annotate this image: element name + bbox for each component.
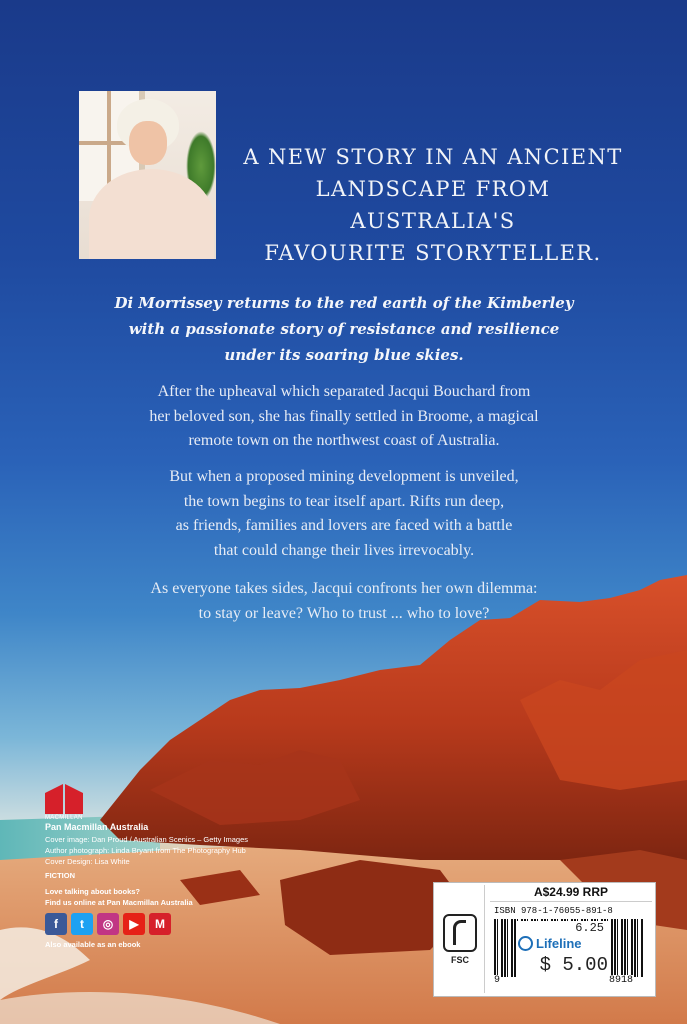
publisher-block bbox=[45, 784, 305, 949]
blurb-paragraph-2: But when a proposed mining development is unveiled, the town begins to tear itself apart. Rifts run deep, as friends, families and lovers are faced with a battle that could change their lives irrevocably. bbox=[169, 468, 519, 559]
logo-wordmark: MACMILLAN bbox=[45, 815, 83, 821]
ebook-note: Also available as an ebook bbox=[45, 940, 141, 949]
fsc-logo: FSC bbox=[436, 885, 485, 993]
blurb-paragraph-3: As everyone takes sides, Jacqui confronts her own dilemma: to stay or leave? Who to trust ... who to love? bbox=[150, 580, 538, 622]
online-callout: Love talking about books? Find us online at Pan Macmillan Australia bbox=[45, 887, 193, 907]
cover-credits: Cover image: Dan Proud / Australian Scenics – Getty Images Author photograph: Linda Bryant from The Photography Hub Cover Design: Lisa White bbox=[45, 835, 249, 866]
barcode-digits-right: 8918 bbox=[609, 975, 634, 986]
pan-macmillan-icon: M bbox=[149, 913, 171, 935]
category-label: FICTION bbox=[45, 871, 75, 880]
lifeline-circle-icon bbox=[518, 936, 533, 951]
pan-macmillan-logo-icon bbox=[45, 784, 85, 814]
fsc-tree-icon bbox=[443, 914, 477, 952]
publisher-name: Pan Macmillan Australia bbox=[45, 822, 149, 832]
lead-blurb: Di Morrissey returns to the red earth of the Kimberley with a passionate story of resistance and resilience under its soaring blue skies. bbox=[114, 294, 574, 364]
tagline-headline: A NEW STORY IN AN ANCIENT LANDSCAPE FROM AUSTRALIA'S FAVOURITE STORYTELLER. bbox=[243, 145, 623, 265]
author-face bbox=[129, 121, 167, 165]
youtube-icon: ▶ bbox=[123, 913, 145, 935]
facebook-icon: f bbox=[45, 913, 67, 935]
twitter-icon: t bbox=[71, 913, 93, 935]
blurb-paragraph-1: After the upheaval which separated Jacqui Bouchard from her beloved son, she has finally settled in Broome, a magical remote town on the northwest coast of Australia. bbox=[149, 383, 539, 449]
lifeline-logo: Lifeline bbox=[518, 936, 582, 951]
barcode-digits-left: 9 bbox=[494, 975, 501, 986]
author-body bbox=[89, 169, 214, 259]
author-photo bbox=[79, 91, 216, 259]
old-price: 6.25 bbox=[575, 921, 604, 935]
lifeline-price-tag bbox=[516, 921, 608, 979]
social-icons bbox=[45, 913, 305, 935]
barcode-sticker bbox=[433, 882, 656, 997]
rrp-price: A$24.99 RRP bbox=[490, 885, 652, 902]
instagram-icon: ◎ bbox=[97, 913, 119, 935]
new-price: $ 5.00 bbox=[539, 954, 608, 976]
isbn-text: ISBN 978-1-76055-891-8 bbox=[494, 906, 613, 916]
